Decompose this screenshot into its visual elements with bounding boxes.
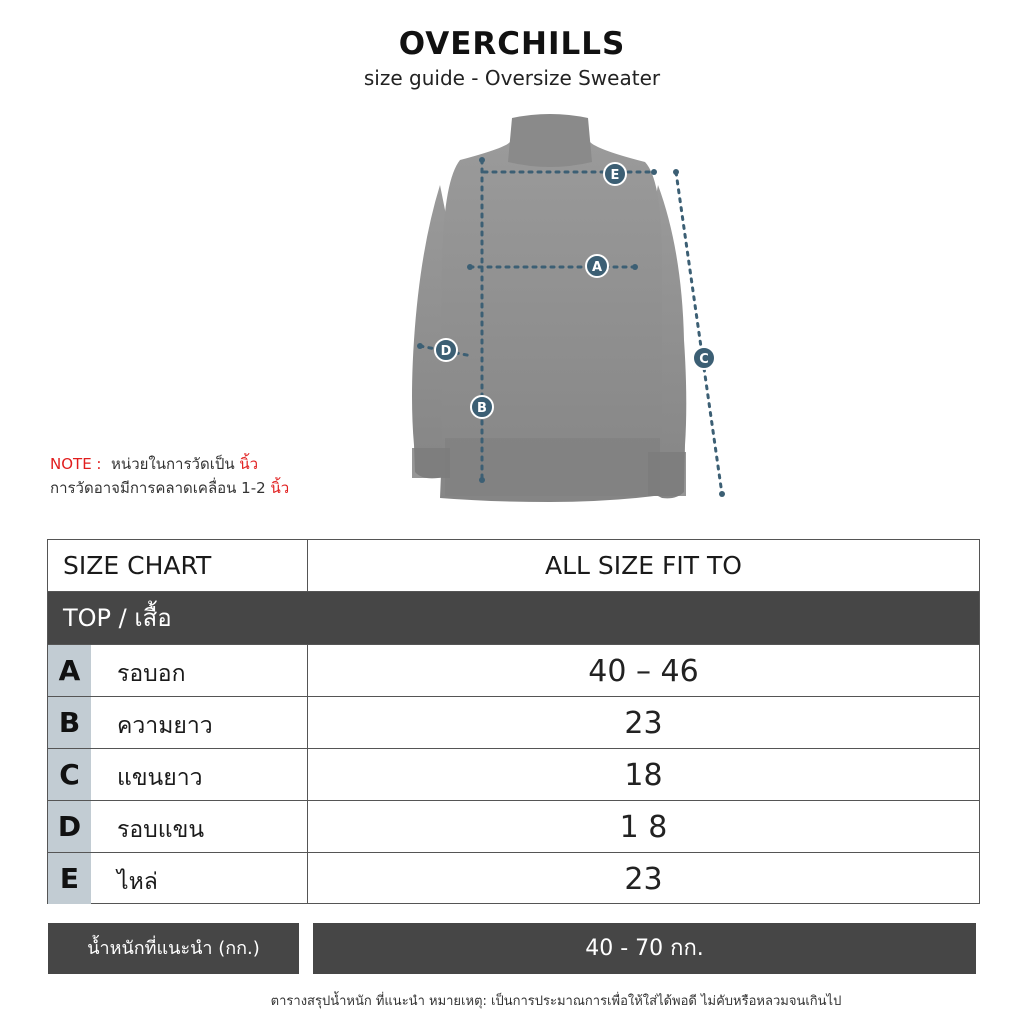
table-row (48, 696, 979, 748)
row-value: 18 (624, 758, 663, 793)
row-label: ไหล่ (91, 853, 308, 904)
marker-c (693, 347, 715, 369)
measurement-note (50, 452, 289, 500)
note-line-1 (50, 452, 289, 476)
row-label: รอบอก (91, 645, 308, 696)
row-letter: E (48, 853, 91, 904)
table-row (48, 852, 979, 904)
table-header-row (48, 540, 979, 592)
row-label: แขนยาว (91, 749, 308, 800)
svg-text:C: C (699, 352, 709, 367)
note-label: NOTE : (50, 455, 102, 473)
turtleneck (508, 114, 592, 167)
marker-e (604, 163, 626, 185)
page-subtitle: size guide - Oversize Sweater (363, 66, 661, 90)
marker-d (435, 339, 457, 361)
brand-title: OVERCHILLS (398, 26, 626, 62)
svg-text:A: A (591, 260, 603, 275)
header-all-size: ALL SIZE FIT TO (545, 551, 742, 580)
row-value: 23 (624, 706, 663, 741)
size-chart-table (47, 539, 980, 904)
recommended-weight-value: 40 - 70 กก. (313, 923, 976, 974)
note-text-1: หน่วยในการวัดเป็น (111, 455, 235, 473)
table-row (48, 748, 979, 800)
row-value: 23 (624, 862, 663, 897)
row-value: 1 8 (619, 810, 668, 845)
table-row (48, 644, 979, 696)
footer-remark: ตารางสรุปน้ำหนัก ที่แนะนำ หมายเหตุ: เป็นการประมาณการเพื่อให้ใส่ได้พอดี ไม่คับหรือหลวมจนเกินไป (270, 994, 842, 1009)
svg-text:B: B (477, 401, 487, 416)
note-unit-1: นิ้ว (239, 455, 259, 473)
note-text-2: การวัดอาจมีการคลาดเคลื่อน 1-2 (50, 479, 266, 497)
row-letter: B (48, 697, 91, 748)
svg-text:D: D (440, 344, 452, 359)
marker-a (586, 255, 608, 277)
row-letter: C (48, 749, 91, 800)
note-line-2 (50, 476, 289, 500)
section-top: TOP / เสื้อ (48, 592, 979, 644)
svg-text:E: E (610, 168, 620, 183)
row-letter: A (48, 645, 91, 696)
table-row (48, 800, 979, 852)
note-unit-2: นิ้ว (270, 479, 290, 497)
row-label: รอบแขน (91, 801, 308, 852)
row-label: ความยาว (91, 697, 308, 748)
marker-b (471, 396, 493, 418)
sweater-diagram (400, 100, 740, 510)
row-letter: D (48, 801, 91, 852)
row-value: 40 – 46 (588, 654, 699, 689)
recommended-weight-label: น้ำหนักที่แนะนำ (กก.) (48, 923, 299, 974)
header-size-chart: SIZE CHART (48, 540, 308, 591)
